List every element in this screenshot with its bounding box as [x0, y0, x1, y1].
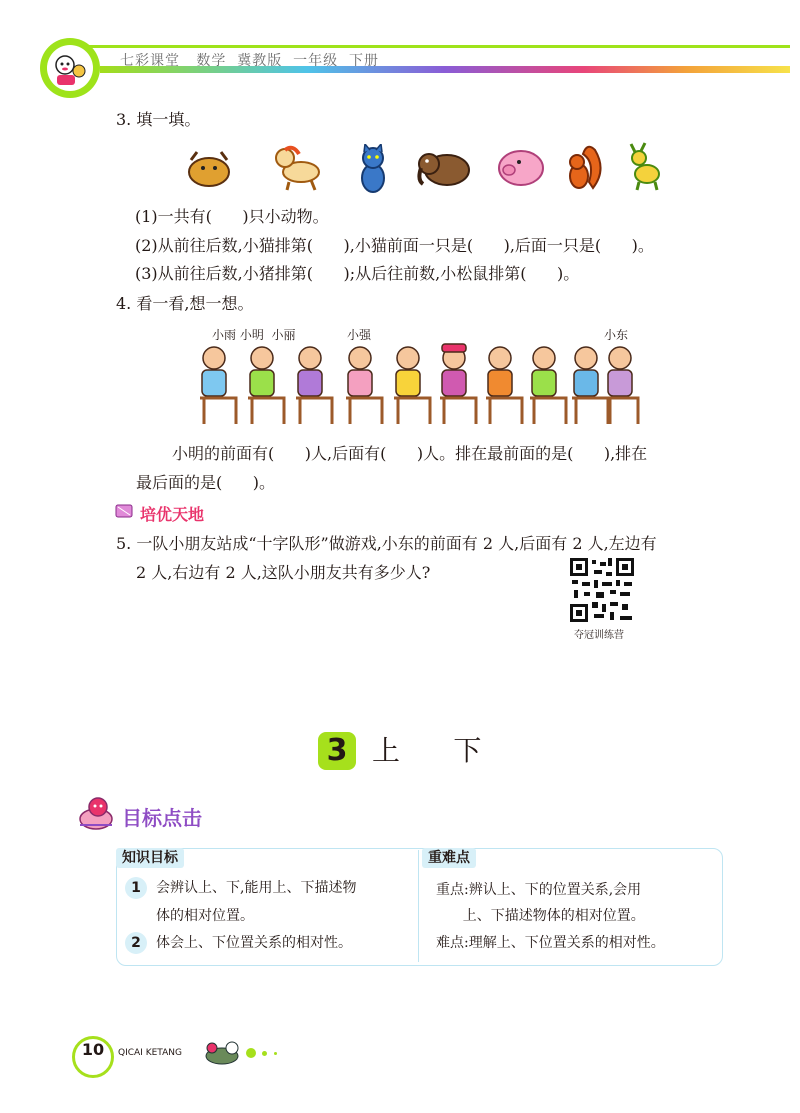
- q4-name-right: 小东: [604, 328, 629, 342]
- footer-brand: QICAI KETANG: [118, 1048, 182, 1058]
- animals-row: [185, 142, 665, 194]
- q4-names-left: 小雨 小明 小丽: [212, 328, 296, 342]
- peiyou-heading: 培优天地: [140, 505, 205, 524]
- knowledge-tab: 知识目标: [116, 848, 184, 868]
- header-top-line: [60, 45, 790, 48]
- q4-name-mid: 小强: [347, 328, 372, 342]
- deer-icon: [625, 142, 665, 192]
- horse-icon: [271, 142, 327, 192]
- section-title: 上 下: [372, 734, 482, 767]
- section-number: 3: [318, 732, 356, 770]
- footer-dot-mid: [262, 1051, 267, 1056]
- cow-icon: [185, 146, 233, 190]
- q3-heading: 3. 填一填。: [116, 110, 201, 129]
- goal-mascot-icon: [76, 795, 116, 835]
- goal-1-line1: 会辨认上、下,能用上、下描述物: [156, 880, 357, 896]
- goal-1-line2: 体的相对位置。: [156, 908, 254, 924]
- q4-line1: 小明的前面有( )人,后面有( )人。排在最前面的是( ),排在: [172, 444, 648, 463]
- header-mascot-icon: [47, 45, 93, 91]
- q3-line2: (2)从前往后数,小猫排第( ),小猫前面一只是( ),后面一只是( )。: [135, 236, 654, 255]
- difficulty-line: 难点:理解上、下位置关系的相对性。: [436, 935, 665, 951]
- footer-dot-small: [274, 1052, 277, 1055]
- footer-dot-large: [246, 1048, 256, 1058]
- key-points-tab: 重难点: [422, 848, 476, 868]
- pig-icon: [495, 146, 545, 190]
- elephant-icon: [415, 144, 475, 192]
- goal-number-2: 2: [125, 932, 147, 954]
- children-row-illustration: [196, 342, 640, 426]
- goals-divider: [418, 850, 419, 962]
- peiyou-icon: [114, 502, 136, 524]
- goals-title: 目标点击: [122, 806, 202, 830]
- q5-line2: 2 人,右边有 2 人,这队小朋友共有多少人?: [136, 563, 431, 582]
- q4-heading: 4. 看一看,想一想。: [116, 294, 254, 313]
- qr-caption: 夺冠训练营: [574, 630, 624, 641]
- goal-2-line1: 体会上、下位置关系的相对性。: [156, 935, 352, 951]
- squirrel-icon: [565, 142, 605, 192]
- q4-line2: 最后面的是( )。: [136, 473, 276, 492]
- key-point-line2: 上、下描述物体的相对位置。: [436, 908, 645, 924]
- header-title: 七彩课堂 数学 冀教版 一年级 下册: [120, 53, 380, 69]
- footer-mascot-icon: [202, 1038, 244, 1070]
- qr-code-icon[interactable]: [570, 558, 634, 622]
- key-point-line1: 重点:辨认上、下的位置关系,会用: [436, 882, 642, 898]
- q3-line1: (1)一共有( )只小动物。: [135, 207, 329, 226]
- cat-icon: [355, 144, 391, 194]
- q3-line3: (3)从前往后数,小猪排第( );从后往前数,小松鼠排第( )。: [135, 264, 580, 283]
- q5-line1: 5. 一队小朋友站成“十字队形”做游戏,小东的前面有 2 人,后面有 2 人,左边有: [116, 534, 657, 553]
- goal-number-1: 1: [125, 877, 147, 899]
- page-number: 10: [81, 1040, 105, 1059]
